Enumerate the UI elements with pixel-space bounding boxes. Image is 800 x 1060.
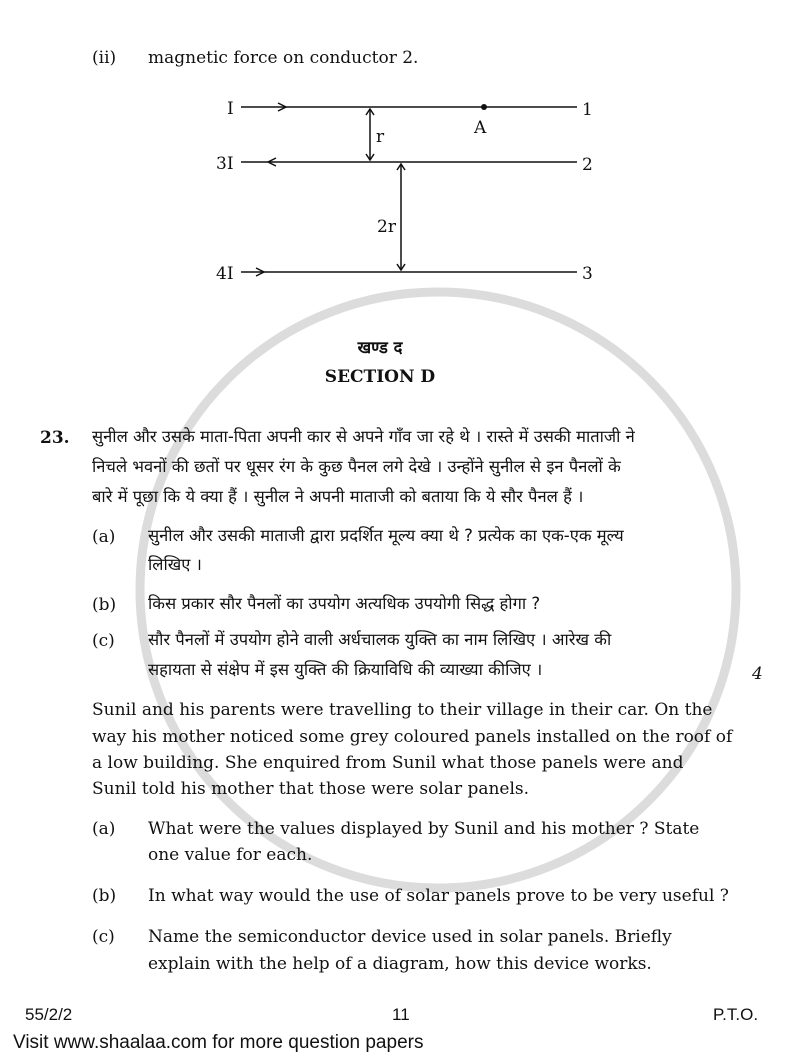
question-text-hindi: सुनील और उसके माता-पिता अपनी कार से अपने गाँव जा रहे थे । रास्ते में उसकी माताजी ने	[92, 427, 635, 446]
page-number: 11	[392, 1005, 410, 1024]
part-text-hindi: किस प्रकार सौर पैनलों का उपयोग अत्यधिक उपयोगी सिद्ध होगा ?	[148, 594, 541, 613]
part-label: (c)	[92, 631, 115, 651]
part-text: In what way would the use of solar panels prove to be very useful ?	[148, 886, 729, 906]
part-label: (c)	[92, 927, 115, 947]
marks: 4	[752, 664, 763, 684]
question-text: a low building. She enquired from Sunil what those panels were and	[92, 753, 684, 773]
visit-link[interactable]: Visit www.shaalaa.com for more question papers	[13, 1032, 424, 1053]
point-label: A	[474, 118, 487, 138]
point-a	[481, 104, 487, 110]
part-text-hindi: सुनील और उसकी माताजी द्वारा प्रदर्शित मूल्य क्या थे ? प्रत्येक का एक-एक मूल्य	[148, 526, 624, 545]
part-label: (a)	[92, 527, 116, 547]
gap-label: r	[376, 127, 385, 147]
paper-code: 55/2/2	[25, 1005, 73, 1024]
current-label: I	[227, 99, 234, 119]
subpart-label: (ii)	[92, 48, 117, 68]
question-text: Sunil told his mother that those were solar panels.	[92, 779, 530, 799]
part-text-hindi: लिखिए ।	[148, 555, 202, 574]
part-label: (b)	[92, 595, 117, 615]
conductors-diagram	[0, 0, 800, 300]
question-number: 23.	[40, 428, 70, 448]
question-text-hindi: बारे में पूछा कि ये क्या हैं । सुनील ने अपनी माताजी को बताया कि ये सौर पैनल हैं ।	[92, 487, 584, 506]
gap-label: 2r	[377, 217, 396, 237]
question-text: Sunil and his parents were travelling to their village in their car. On the	[92, 700, 713, 720]
current-label: 4I	[216, 264, 234, 284]
current-label: 3I	[216, 154, 234, 174]
part-text: explain with the help of a diagram, how this device works.	[148, 954, 652, 974]
part-text-hindi: सौर पैनलों में उपयोग होने वाली अर्धचालक युक्ति का नाम लिखिए । आरेख की	[148, 630, 612, 649]
part-text: Name the semiconductor device used in solar panels. Briefly	[148, 927, 672, 947]
part-text-hindi: सहायता से संक्षेप में इस युक्ति की क्रियाविधि की व्याख्या कीजिए ।	[148, 660, 543, 679]
part-text: What were the values displayed by Sunil and his mother ? State	[148, 819, 700, 839]
pto-label: P.T.O.	[713, 1005, 759, 1024]
section-heading: SECTION D	[324, 367, 436, 387]
part-label: (a)	[92, 819, 116, 839]
section-heading-hindi: खण्ड द	[357, 338, 403, 357]
question-text-hindi: निचले भवनों की छतों पर धूसर रंग के कुछ पैनल लगे देखे । उन्होंने सुनील से इन पैनलों के	[92, 457, 621, 476]
question-text: way his mother noticed some grey coloured panels installed on the roof of	[92, 727, 733, 747]
wire-number: 3	[582, 264, 593, 284]
wire-number: 1	[582, 100, 593, 120]
subpart-text: magnetic force on conductor 2.	[148, 48, 419, 68]
part-text: one value for each.	[148, 845, 313, 865]
part-label: (b)	[92, 886, 117, 906]
wire-number: 2	[582, 155, 593, 175]
